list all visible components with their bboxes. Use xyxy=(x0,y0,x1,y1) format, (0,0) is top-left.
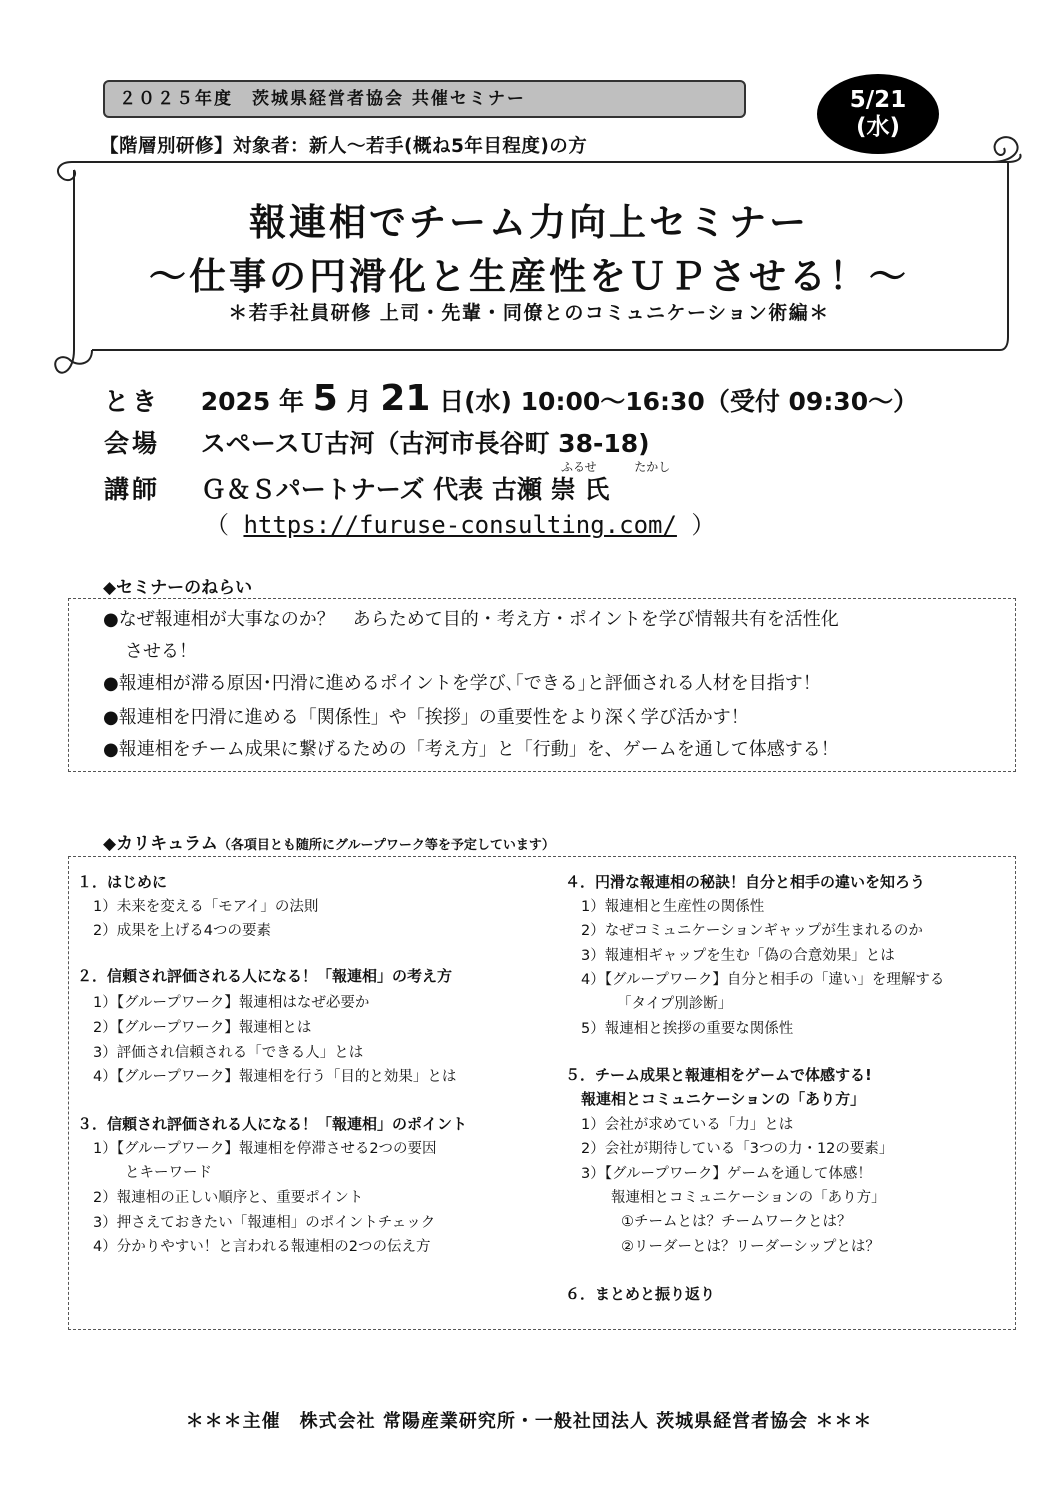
curriculum-item: 1）【グループワーク】報連相を停滞させる2つの要因 xyxy=(93,1141,437,1157)
curriculum-section: ６．まとめと振り返り xyxy=(565,1285,716,1303)
curriculum-item: 3）報連相ギャップを生む「偽の合意効果」とは xyxy=(581,948,895,964)
event-year-unit: 年 xyxy=(279,387,305,416)
aim-item: ●報連相を円滑に進める「関係性」や「挨拶」の重要性をより深く学び活かす！ xyxy=(103,707,749,728)
event-time: 日(水) 10:00～16:30（受付 09:30～） xyxy=(439,387,919,416)
venue-label: 会場 xyxy=(104,429,161,458)
curriculum-item: 2）成果を上げる4つの要素 xyxy=(93,923,271,939)
lecturer-org: Ｇ＆Ｓパートナーズ 代表 xyxy=(200,475,484,504)
when-label: とき xyxy=(104,387,161,416)
curriculum-item: 4）【グループワーク】報連相を行う「目的と効果」とは xyxy=(93,1069,457,1085)
curriculum-subitem: ②リーダーとは？リーダーシップとは？ xyxy=(621,1239,880,1255)
curriculum-title: ◆カリキュラム xyxy=(103,834,218,854)
curriculum-item: 3）評価され信頼される「できる人」とは xyxy=(93,1045,364,1061)
curriculum-section: ２．信頼され評価される人になる！「報連相」の考え方 xyxy=(77,967,453,985)
main-title: 報連相でチーム力向上セミナー xyxy=(249,201,809,244)
event-day: 21 xyxy=(380,378,431,419)
lecturer-surname: 古瀬 xyxy=(491,475,542,504)
curriculum-section: １．はじめに xyxy=(77,873,168,891)
lecturer-url-line: （ https://furuse-consulting.com/ ） xyxy=(205,511,716,539)
aims-box xyxy=(68,598,1016,772)
curriculum-item: 2）【グループワーク】報連相とは xyxy=(93,1020,312,1036)
aims-heading: ◆セミナーのねらい xyxy=(103,578,253,598)
info-venue xyxy=(104,424,650,460)
surname-ruby: ふるせ xyxy=(561,460,597,474)
curriculum-section: ５．チーム成果と報連相をゲームで体感する! xyxy=(565,1066,872,1084)
curriculum-subitem: ①チームとは？チームワークとは？ xyxy=(621,1214,852,1230)
curriculum-item: 2）なぜコミュニケーションギャップが生まれるのか xyxy=(581,923,923,939)
event-month-unit: 月 xyxy=(346,387,372,416)
lecturer-url-link[interactable]: https://furuse-consulting.com/ xyxy=(243,511,677,539)
curriculum-item: 5）報連相と挨拶の重要な関係性 xyxy=(581,1021,794,1037)
curriculum-section-cont: 報連相とコミュニケーションの「あり方」 xyxy=(581,1090,866,1108)
curriculum-item: 1）報連相と生産性の関係性 xyxy=(581,899,765,915)
curriculum-item: 1）未来を変える「モアイ」の法則 xyxy=(93,899,319,915)
curriculum-item: 3）【グループワーク】ゲームを通して体感！ xyxy=(581,1166,872,1182)
lecturer-honorific: 氏 xyxy=(584,475,610,504)
aim-item: ●なぜ報連相が大事なのか？ あらためて目的・考え方・ポイントを学び情報共有を活性化 xyxy=(103,609,839,630)
curriculum-section: ３．信頼され評価される人になる！「報連相」のポイント xyxy=(77,1115,468,1133)
curriculum-item: 4）分かりやすい！と言われる報連相の2つの伝え方 xyxy=(93,1239,431,1255)
curriculum-item: 4）【グループワーク】自分と相手の「違い」を理解する xyxy=(581,972,945,988)
curriculum-item: 1）会社が求めている「力」とは xyxy=(581,1117,794,1133)
lecturer-label: 講師 xyxy=(104,475,161,504)
event-month: 5 xyxy=(312,378,338,419)
curriculum-item: 1）【グループワーク】報連相はなぜ必要か xyxy=(93,995,370,1011)
info-lecturer xyxy=(104,470,609,506)
date-badge-weekday: (水) xyxy=(855,114,901,140)
curriculum-box xyxy=(68,856,1016,1330)
curriculum-item: 2）報連相の正しい順序と、重要ポイント xyxy=(93,1190,364,1206)
curriculum-item: 3）押さえておきたい「報連相」のポイントチェック xyxy=(93,1215,436,1231)
curriculum-note: （各項目とも随所にグループワーク等を予定しています） xyxy=(217,838,555,853)
curriculum-item-cont: 「タイプ別診断」 xyxy=(617,996,733,1012)
curriculum-item-cont: とキーワード xyxy=(125,1165,212,1181)
cohost-banner: ２０２５年度 茨城県経営者協会 共催セミナー xyxy=(103,80,746,118)
curriculum-item: 2）会社が期待している「3つの力・12の要素」 xyxy=(581,1141,894,1157)
date-badge-date: 5/21 xyxy=(849,87,907,113)
aim-item-cont: させる！ xyxy=(125,641,197,662)
venue-text: スペースＵ古河（古河市長谷町 38-18) xyxy=(200,429,650,458)
info-when xyxy=(104,378,918,419)
curriculum-section: ４．円滑な報連相の秘訣！自分と相手の違いを知ろう xyxy=(565,873,926,891)
curriculum-subitem: 報連相とコミュニケーションの「あり方」 xyxy=(611,1190,886,1206)
subtitle: ～仕事の円滑化と生産性をＵＰさせる！～ xyxy=(149,255,909,298)
aim-item: ●報連相をチーム成果に繋げるための「考え方」と「行動」を、ゲームを通して体感する！ xyxy=(103,739,839,760)
lecturer-given: 崇 xyxy=(550,475,576,504)
course-subtitle: ＊若手社員研修 上司・先輩・同僚とのコミュニケーション術編＊ xyxy=(228,302,830,324)
target-audience: 【階層別研修】対象者：新人～若手(概ね5年目程度)の方 xyxy=(100,136,588,157)
given-ruby: たかし xyxy=(634,460,671,474)
curriculum-heading xyxy=(103,829,555,854)
organizer-footer: ＊＊＊主催 株式会社 常陽産業研究所・一般社団法人 茨城県経営者協会 ＊＊＊ xyxy=(185,1411,873,1432)
aim-item: ●報連相が滞る原因･円滑に進めるポイントを学び､｢できる｣と評価される人材を目指す！ xyxy=(103,673,821,694)
event-year: 2025 xyxy=(200,387,271,416)
